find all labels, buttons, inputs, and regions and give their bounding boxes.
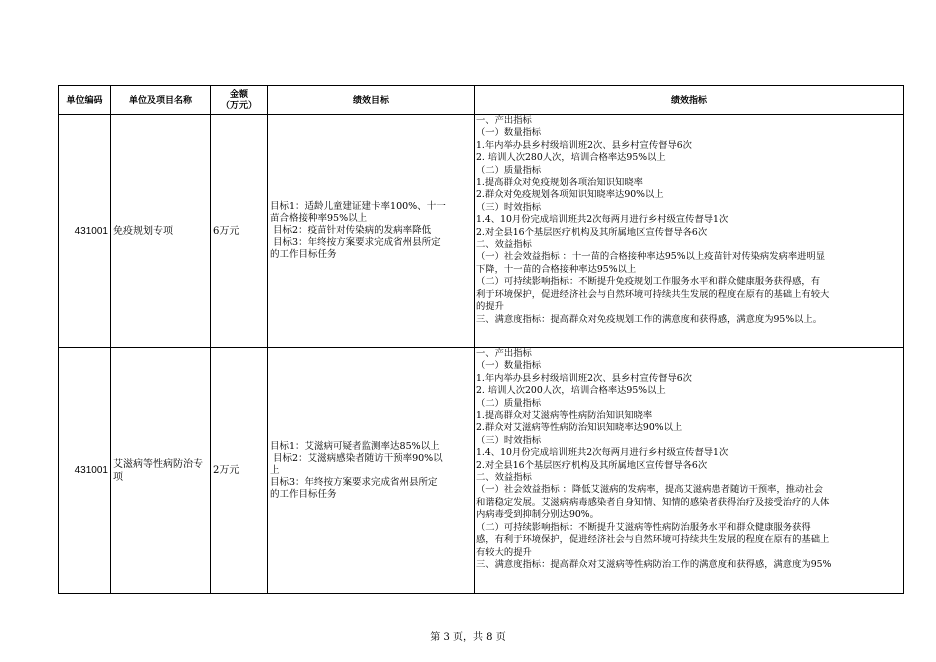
indicator-line: 三、满意度指标：提高群众对免疫规划工作的满意度和获得感，满意度为95%以上。 [476, 313, 823, 325]
amount-cell: 6万元 [211, 115, 268, 348]
indicator-line: （二）可持续影响指标：不断提升免疫规划工作服务水平和群众健康服务获得感，有 [476, 276, 820, 288]
indicator-line: （一）数量指标 [476, 127, 542, 139]
indicator-line: 1.提高群众对免疫规划各项治知识知晓率 [476, 177, 643, 189]
indicator-line: 1.年内举办县乡村级培训班2次、县乡村宣传督导6次 [476, 139, 692, 151]
indicator-line: 二、效益指标 [476, 239, 532, 251]
unit-code-cell: 431001 [59, 115, 111, 348]
goal-line: 上 [270, 464, 280, 476]
indicator-line: 2.对全县16个基层医疗机构及其所属地区宣传督导各6次 [476, 459, 708, 471]
indicator-line: 2. 培训人次200人次，培训合格率达95%以上 [476, 385, 666, 397]
indicator-line: （三）时效指标 [476, 201, 542, 213]
goal-line: 目标3：年终按方案要求完成省州县所定 [270, 237, 441, 248]
performance-goal-cell [268, 115, 475, 348]
page-number: 第 3 页，共 8 页 [430, 632, 506, 643]
amount-cell: 2万元 [211, 348, 268, 594]
indicator-line: 2.对全县16个基层医疗机构及其所属地区宣传督导各6次 [476, 226, 708, 238]
header-amount-line1: 金额 [229, 89, 248, 99]
header-row [59, 86, 904, 115]
goal-line: 目标3：年终按方案要求完成省州县所定 [270, 476, 438, 488]
indicator-line: 2.群众对艾滋病等性病防治知识知晓率达90%以上 [476, 422, 683, 434]
indicator-line: 二、效益指标 [476, 472, 532, 484]
indicator-line: 下降，十一苗的合格接种率达95%以上 [476, 263, 637, 275]
unit-code-cell: 431001 [59, 348, 111, 594]
indicator-line: （一）社会效益指标 ：十一苗的合格接种率达95%以上疫苗针对传染病发病率进明显 [476, 251, 826, 263]
goal-line: 目标1：艾滋病可疑者监测率达85%以上 [270, 440, 440, 452]
header-amount [211, 86, 268, 115]
performance-indicator-cell [475, 115, 904, 348]
indicator-line: 三、满意度指标：提高群众对艾滋病等性病防治工作的满意度和获得感，满意度为95% [476, 558, 832, 570]
project-name-cell: 免疫规划专项 [111, 115, 211, 348]
table-row [59, 115, 904, 348]
indicator-line: 2.群众对免疫规划各项知识知晓率达90%以上 [476, 189, 664, 201]
goal-line: 目标1：适龄儿童建证建卡率100%、十一 [270, 201, 446, 212]
indicator-line: 利于环境保护，促进经济社会与自然环境可持续共生发展的程度在原有的基础上有较大 [476, 288, 830, 300]
indicator-line: （一）数量指标 [476, 360, 542, 372]
goal-line: 的工作目标任务 [270, 249, 337, 260]
indicator-line: 有较大的提升 [476, 546, 532, 558]
performance-indicator-cell [475, 348, 904, 594]
indicator-line: 内病毒受到抑制分别达90%。 [476, 509, 599, 521]
header-unit-code: 单位编码 [59, 86, 111, 115]
header-amount-line2: （万元） [220, 100, 257, 110]
indicator-line: 1.提高群众对艾滋病等性病防治知识知晓率 [476, 410, 653, 422]
indicator-line: 的提升 [476, 301, 504, 313]
indicator-line: 和谐稳定发展。艾滋病病毒感染者自身知情、知情的感染者获得治疗及接受治疗的人体 [476, 496, 830, 508]
header-unit-project-name: 单位及项目名称 [111, 86, 211, 115]
indicator-line: （一）社会效益指标 ：降低艾滋病的发病率，提高艾滋病患者随访干预率，推动社会 [476, 484, 823, 496]
table-row [59, 348, 904, 594]
indicator-line: （二）可持续影响指标：不断提升艾滋病等性病防治服务水平和群众健康服务获得 [476, 521, 811, 533]
goal-line: 目标2：艾滋病感染者随访干预率90%以 [270, 452, 443, 464]
indicator-line: （二）质量指标 [476, 397, 542, 409]
indicator-line: 感，有利于环境保护，促进经济社会与自然环境可持续共生发展的程度在原有的基础上 [476, 534, 830, 546]
project-name-cell: 艾滋病等性病防治专项 [111, 348, 211, 594]
indicator-line: 1.年内举办县乡村级培训班2次、县乡村宣传督导6次 [476, 372, 692, 384]
indicator-line: 1.4、10月份完成培训班共2次每两月进行乡村级宣传督导1次 [476, 447, 729, 459]
indicator-line: 一、产出指标 [476, 115, 532, 126]
performance-table [58, 85, 904, 594]
indicator-line: 一、产出指标 [476, 348, 532, 359]
indicator-line: （三）时效指标 [476, 434, 542, 446]
header-performance-indicator: 绩效指标 [475, 86, 904, 115]
indicator-line: 1.4、10月份完成培训班共2次每两月进行乡村级宣传督导1次 [476, 214, 729, 226]
goal-line: 的工作目标任务 [270, 488, 337, 500]
indicator-line: 2. 培训人次280人次，培训合格率达95%以上 [476, 152, 666, 164]
goal-line: 目标2：疫苗针对传染病的发病率降低 [270, 225, 432, 236]
header-performance-goal: 绩效目标 [268, 86, 475, 115]
performance-goal-cell [268, 348, 475, 594]
indicator-line: （二）质量指标 [476, 164, 542, 176]
goal-line: 苗合格接种率95%以上 [270, 213, 368, 224]
